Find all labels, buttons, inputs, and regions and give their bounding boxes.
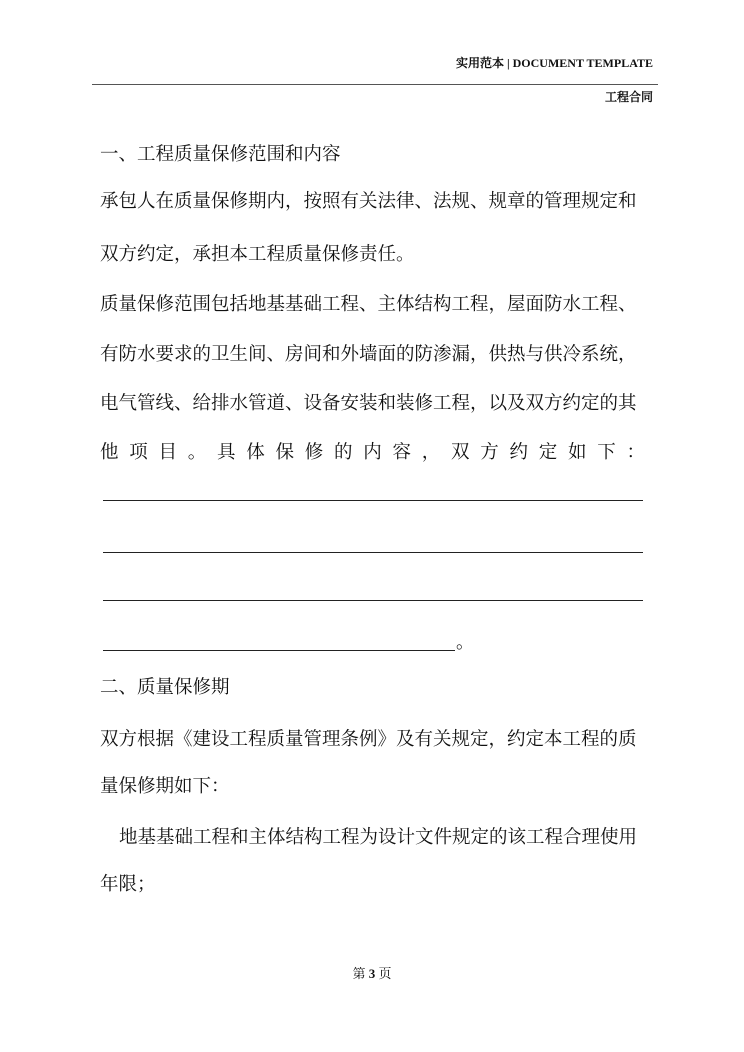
section-heading-2: 二、质量保修期	[100, 677, 230, 698]
paragraph-line: 量保修期如下：	[100, 776, 230, 797]
paragraph-line: 双方约定，承担本工程质量保修责任。	[100, 244, 415, 265]
fill-in-blank-line[interactable]	[103, 552, 643, 553]
section-heading-1: 一、工程质量保修范围和内容	[100, 144, 341, 165]
fill-in-blank-line[interactable]	[103, 500, 643, 501]
page-prefix: 第	[352, 966, 366, 981]
blank-end-period: 。	[456, 632, 474, 653]
paragraph-line: 他 项 目 。 具 体 保 修 的 内 容 ， 双 方 约 定 如 下 ：	[100, 442, 645, 463]
paragraph-line: 地基基础工程和主体结构工程为设计文件规定的该工程合理使用	[119, 827, 638, 848]
fill-in-blank-line[interactable]	[103, 650, 455, 651]
page-number-value: 3	[368, 966, 376, 981]
paragraph-line: 年限；	[100, 874, 156, 895]
page-number	[0, 963, 744, 982]
paragraph-line: 双方根据《建设工程质量管理条例》及有关规定，约定本工程的质	[100, 729, 637, 750]
page-suffix: 页	[378, 966, 392, 981]
fill-in-blank-line[interactable]	[103, 600, 643, 601]
paragraph-line: 承包人在质量保修期内，按照有关法律、法规、规章的管理规定和	[100, 191, 637, 212]
paragraph-line: 电气管线、给排水管道、设备安装和装修工程，以及双方约定的其	[100, 393, 637, 414]
paragraph-line: 质量保修范围包括地基基础工程、主体结构工程，屋面防水工程、	[100, 294, 637, 315]
paragraph-line: 有防水要求的卫生间、房间和外墙面的防渗漏，供热与供冷系统，	[100, 344, 637, 365]
header-brand: 实用范本 | DOCUMENT TEMPLATE	[456, 56, 653, 70]
header-doc-type: 工程合同	[604, 90, 653, 104]
header-divider	[92, 84, 658, 85]
